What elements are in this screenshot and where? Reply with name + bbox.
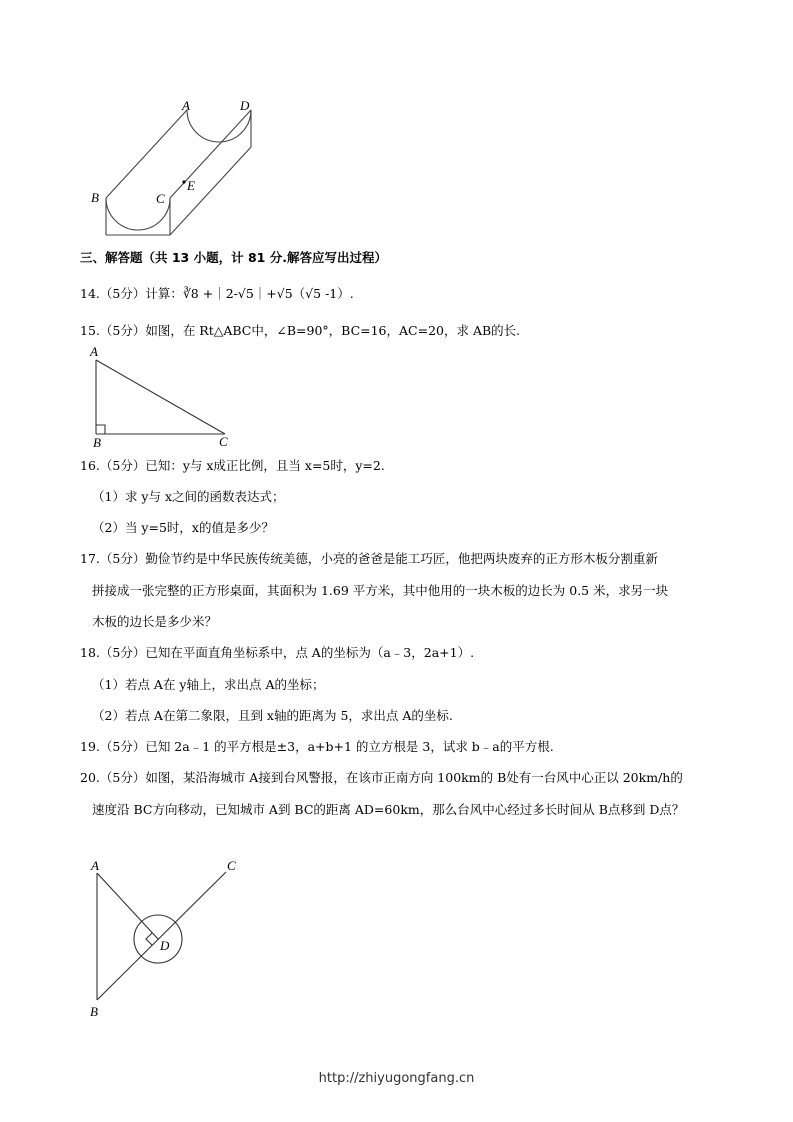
trough-label-A: A	[182, 98, 190, 113]
trough-label-D: D	[240, 98, 250, 113]
question-16-part-1: （1）求 y与 x之间的函数表达式；	[92, 489, 285, 504]
trough-label-C: C	[156, 191, 165, 206]
trough-label-E: E	[187, 178, 195, 193]
typhoon-figure	[85, 855, 255, 1025]
question-15: 15.（5分）如图，在 Rt△ABC中，∠B=90°，BC=16，AC=20，求 AB的长.	[80, 323, 521, 338]
question-17-line-2: 拼接成一张完整的正方形桌面，其面积为 1.69 平方米，其中他用的一块木板的边长为 0.5 米，求另一块	[92, 583, 669, 598]
typhoon-label-D: D	[160, 938, 170, 953]
question-17-line-3: 木板的边长是多少米？	[92, 614, 218, 629]
question-18-part-1: （1）若点 A在 y轴上，求出点 A的坐标；	[92, 677, 325, 692]
question-20-line-2: 速度沿 BC方向移动，已知城市 A到 BC的距离 AD=60km，那么台风中心经过多长时间从 B点移到 D点？	[92, 802, 685, 817]
question-18: 18.（5分）已知在平面直角坐标系中，点 A的坐标为（a﹣3，2a+1）.	[80, 645, 475, 660]
typhoon-label-C: C	[227, 858, 236, 873]
typhoon-label-B: B	[90, 1004, 98, 1019]
question-19: 19.（5分）已知 2a﹣1 的平方根是±3，a+b+1 的立方根是 3，试求 b﹣a的平方根.	[80, 739, 554, 754]
question-18-part-2: （2）若点 A在第二象限，且到 x轴的距离为 5，求出点 A的坐标.	[92, 708, 453, 723]
typhoon-label-A: A	[91, 858, 99, 873]
triangle-label-C: C	[219, 434, 228, 449]
triangle-figure	[85, 343, 235, 451]
footer-url: http://zhiyugongfang.cn	[318, 1071, 475, 1086]
triangle-label-A: A	[90, 344, 98, 359]
trough-label-B: B	[91, 190, 99, 205]
triangle-label-B: B	[93, 435, 101, 450]
question-16-part-2: （2）当 y=5时，x的值是多少？	[92, 520, 274, 535]
question-20-line-1: 20.（5分）如图，某沿海城市 A接到台风警报，在该市正南方向 100km的 B处有一台风中心正以 20km/h的	[80, 770, 683, 785]
question-16: 16.（5分）已知：y与 x成正比例，且当 x=5时，y=2.	[80, 458, 385, 473]
section-title: 三、解答题（共 13 小题，计 81 分.解答应写出过程）	[80, 250, 387, 265]
question-17-line-1: 17.（5分）勤俭节约是中华民族传统美德，小亮的爸爸是能工巧匠，他把两块废弃的正方形木板分割重新	[80, 551, 658, 566]
question-14: 14.（5分）计算：∛8 +｜2-√5｜+√5（√5 -1）.	[80, 286, 354, 301]
trough-figure	[80, 90, 280, 245]
